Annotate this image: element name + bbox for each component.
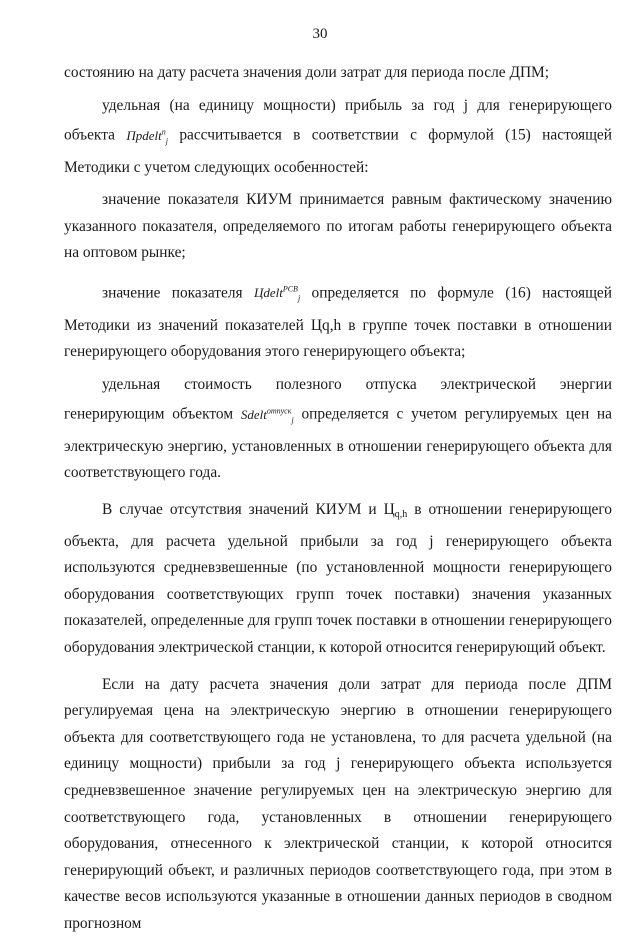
- paragraph-5: [64, 487, 612, 662]
- paragraph-5-text-b: в отношении генерирующего объекта, для расчета удельной прибыли за год j генерирующего объекта используются средневзвешенные (по установленной мощности генерирующего оборудования соответствующих групп точек поставки) значения указанных показателей, определенные для групп точек поставки в отношении генерирующего оборудования электрической станции, к которой относится генерирующий объект.: [64, 501, 612, 657]
- paragraph-3-text-b: определяется по формуле (16) настоящей Методики из значений показателей Цq,h в группе точек поставки в отношении генерирующего оборудования этого генерирующего объекта;: [64, 284, 612, 361]
- paragraph-2-text: значение показателя КИУМ принимается равным фактическому значению указанного показателя, определяемого по итогам работы генерирующего объекта на оптовом рынке;: [64, 191, 612, 262]
- formula-pr-delt: Пpdelt$^п_j$: [126, 127, 168, 146]
- paragraph-4-text-b: определяется с учетом регулируемых цен на электрическую энергию, установленных в отношении генерирующего объекта для соответствующего года.: [64, 405, 612, 482]
- paragraph-4: [64, 366, 612, 487]
- paragraph-1: [64, 87, 612, 182]
- subscript-qh: q,h: [394, 509, 408, 521]
- paragraph-0: [64, 60, 612, 87]
- page-number: 30: [312, 26, 328, 42]
- paragraph-6: [64, 662, 612, 938]
- paragraph-4-text-a: удельная стоимость полезного отпуска электрической энергии генерирующим объектом: [64, 375, 612, 423]
- paragraph-2: [64, 181, 612, 267]
- paragraph-3: [64, 267, 612, 366]
- paragraph-1-text-a: удельная (на единицу мощности) прибыль за год j для генерирующего объекта: [64, 96, 612, 144]
- formula-c-delt-rsv: Цdelt$^{РСВ}_j$: [253, 285, 301, 303]
- paragraph-5-text-a: В случае отсутствия значений КИУМ и Ц: [102, 501, 395, 519]
- paragraph-6-text: Если на дату расчета значения доли затрат для периода после ДПМ регулируемая цена на электрическую энергию в отношении генерирующего объекта для соответствующего года не установлена, то для расчета удельной (на единицу мощности) прибыли за год j генерирующего объекта используется средневзвешенное значение регулируемых цен на электрическую энергию для соответствующего года, установленных в отношении генерирующего оборудования, отнесенного к электрической станции, к которой относится генерирующий объект, и различных периодов соответствующего года, при этом в качестве весов используются указанные в отношении данных периодов в сводном прогнозном: [64, 675, 612, 932]
- document-body: [64, 60, 612, 938]
- paragraph-3-text-a: значение показателя: [102, 284, 243, 302]
- paragraph-0-text: состоянию на дату расчета значения доли затрат для периода после ДПМ;: [64, 64, 550, 81]
- formula-s-delt-otpusk: Sdelt$^{отпуск}_j$: [240, 406, 294, 425]
- paragraph-1-text-b: рассчитывается в соответствии с формулой (15) настоящей Методики с учетом следующих особенностей:: [64, 126, 612, 176]
